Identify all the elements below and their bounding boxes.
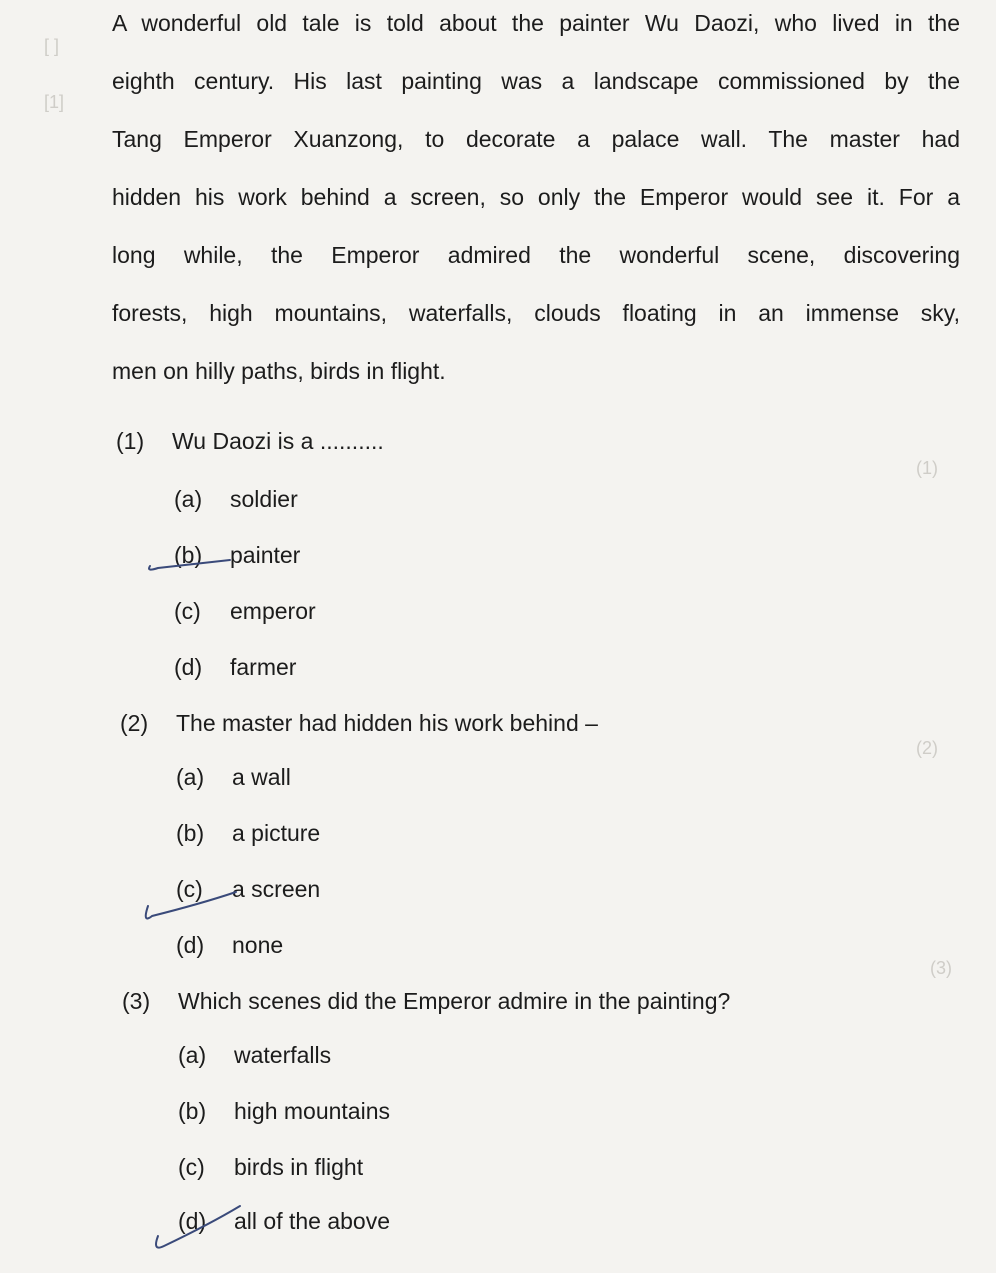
option-text: birds in flight	[234, 1154, 364, 1180]
option-text: none	[232, 932, 284, 958]
option-label: (a)	[176, 764, 205, 790]
option-label: (a)	[174, 486, 203, 512]
margin-mark: (3)	[930, 958, 952, 978]
passage-line: hidden his work behind a screen, so only the Emperor would see it. For a	[112, 184, 960, 210]
option-text: a wall	[232, 764, 291, 790]
option-text: waterfalls	[234, 1042, 332, 1068]
option-label: (d)	[178, 1208, 207, 1234]
question-text: The master had hidden his work behind –	[176, 710, 598, 736]
option-label: (b)	[176, 820, 205, 846]
question-number: (2)	[120, 710, 149, 736]
option-text: a picture	[232, 820, 321, 846]
passage-line: eighth century. His last painting was a landscape commissioned by the	[112, 68, 960, 94]
margin-mark: [1]	[44, 92, 65, 112]
margin-mark: (1)	[916, 458, 938, 478]
option-label: (d)	[174, 654, 203, 680]
option-label: (c)	[178, 1154, 205, 1180]
question-number: (3)	[122, 988, 151, 1014]
passage-line: men on hilly paths, birds in flight.	[112, 358, 446, 384]
question-text: Which scenes did the Emperor admire in the painting?	[178, 988, 731, 1014]
tick-mark-q3	[156, 1206, 240, 1248]
option-text: high mountains	[234, 1098, 390, 1124]
tick-mark-q1	[149, 560, 230, 570]
margin-mark: (2)	[916, 738, 938, 758]
passage-line: forests, high mountains, waterfalls, clouds floating in an immense sky,	[112, 300, 960, 326]
passage-line: A wonderful old tale is told about the painter Wu Daozi, who lived in the	[112, 10, 960, 36]
tick-mark-q2	[146, 892, 236, 918]
option-label: (c)	[176, 876, 203, 902]
option-label: (a)	[178, 1042, 207, 1068]
question-number: (1)	[116, 428, 145, 454]
passage-line: long while, the Emperor admired the wonderful scene, discovering	[112, 242, 960, 268]
passage-line: Tang Emperor Xuanzong, to decorate a palace wall. The master had	[112, 126, 960, 152]
option-text: a screen	[232, 876, 321, 902]
option-text: farmer	[230, 654, 297, 680]
option-text: emperor	[230, 598, 316, 624]
option-label: (d)	[176, 932, 205, 958]
option-label: (b)	[178, 1098, 207, 1124]
option-text: soldier	[230, 486, 298, 512]
option-label: (c)	[174, 598, 201, 624]
option-label: (b)	[174, 542, 203, 568]
option-text: painter	[230, 542, 301, 568]
question-text: Wu Daozi is a ..........	[172, 428, 384, 454]
option-text: all of the above	[234, 1208, 391, 1234]
margin-mark: [ ]	[44, 36, 60, 56]
